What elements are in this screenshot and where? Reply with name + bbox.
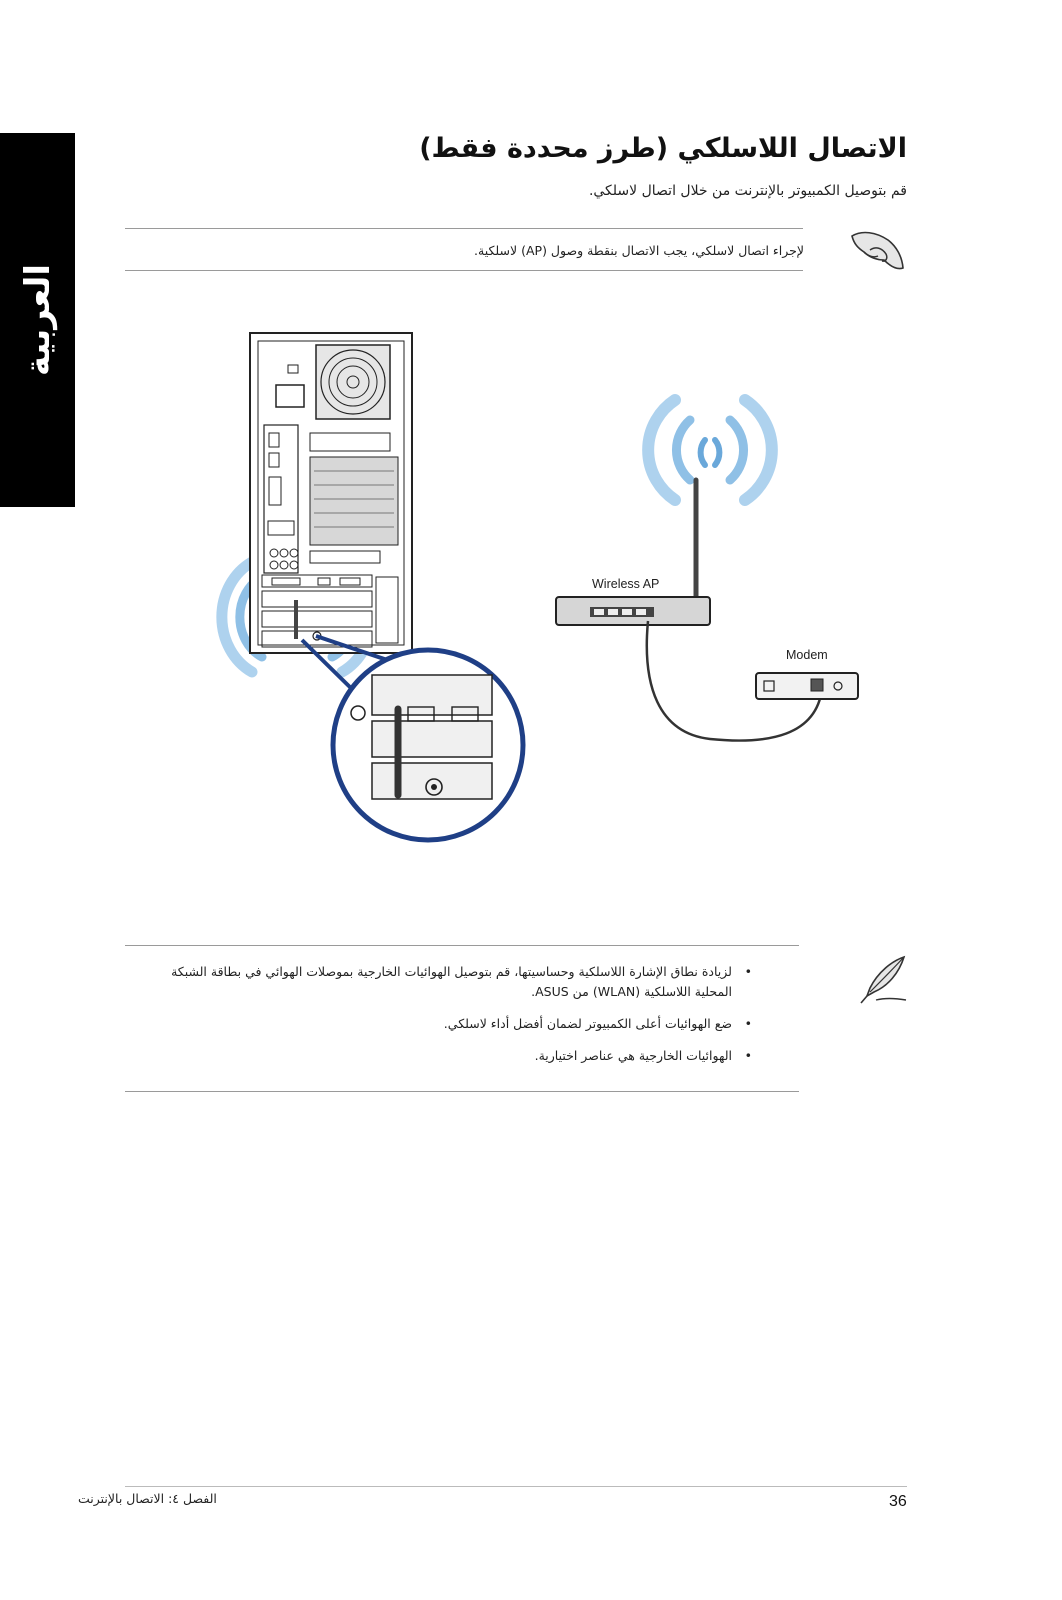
page-title: الاتصال اللاسلكي (طرز محددة فقط) (419, 133, 907, 164)
tip-item (132, 1046, 752, 1066)
tips-top-rule (125, 945, 799, 946)
language-side-tab (0, 133, 75, 507)
note-text: لإجراء اتصال لاسلكي، يجب الاتصال بنقطة وصول (AP) لاسلكية. (474, 243, 804, 258)
footer-chapter-title: الفصل ٤: الاتصال بالإنترنت (78, 1491, 217, 1506)
tip-text: ضع الهوائيات أعلى الكمبيوتر لضمان أفضل أداء لاسلكي. (443, 1016, 732, 1031)
pointing-hand-icon (848, 226, 906, 274)
note-bottom-rule (125, 270, 803, 271)
tip-text: لزيادة نطاق الإشارة اللاسلكية وحساسيتها، قم بتوصيل الهوائيات الخارجية بموصلات الهوائي في بطاقة الشبكة المحلية اللاسلكية (WLAN) من ASUS. (171, 964, 732, 999)
wireless-connection-diagram (190, 325, 870, 850)
bullet-mark: • (744, 964, 752, 979)
tip-item (132, 1014, 752, 1034)
page-number: 36 (889, 1493, 907, 1510)
intro-text: قم بتوصيل الكمبيوتر بالإنترنت من خلال اتصال لاسلكي. (588, 183, 907, 199)
modem-icon (756, 673, 858, 699)
tips-bottom-rule (125, 1091, 799, 1092)
zoom-callout (302, 636, 523, 840)
language-label: العربية (17, 263, 58, 377)
modem-label: Modem (786, 648, 828, 662)
note-top-rule (125, 228, 803, 229)
wireless-ap-icon (556, 480, 710, 625)
psu-fan-icon (316, 345, 390, 419)
router-wireless-signal-icon (648, 400, 772, 500)
tips-list (132, 962, 752, 1066)
tip-text: الهوائيات الخارجية هي عناصر اختيارية. (534, 1048, 732, 1063)
desktop-pc-rear (250, 333, 412, 653)
tip-item (132, 962, 752, 1002)
quill-pen-icon (858, 954, 910, 1006)
footer-rule (125, 1486, 907, 1487)
wireless-ap-label: Wireless AP (592, 577, 660, 591)
bullet-mark: • (744, 1016, 752, 1031)
bullet-mark: • (744, 1048, 752, 1063)
